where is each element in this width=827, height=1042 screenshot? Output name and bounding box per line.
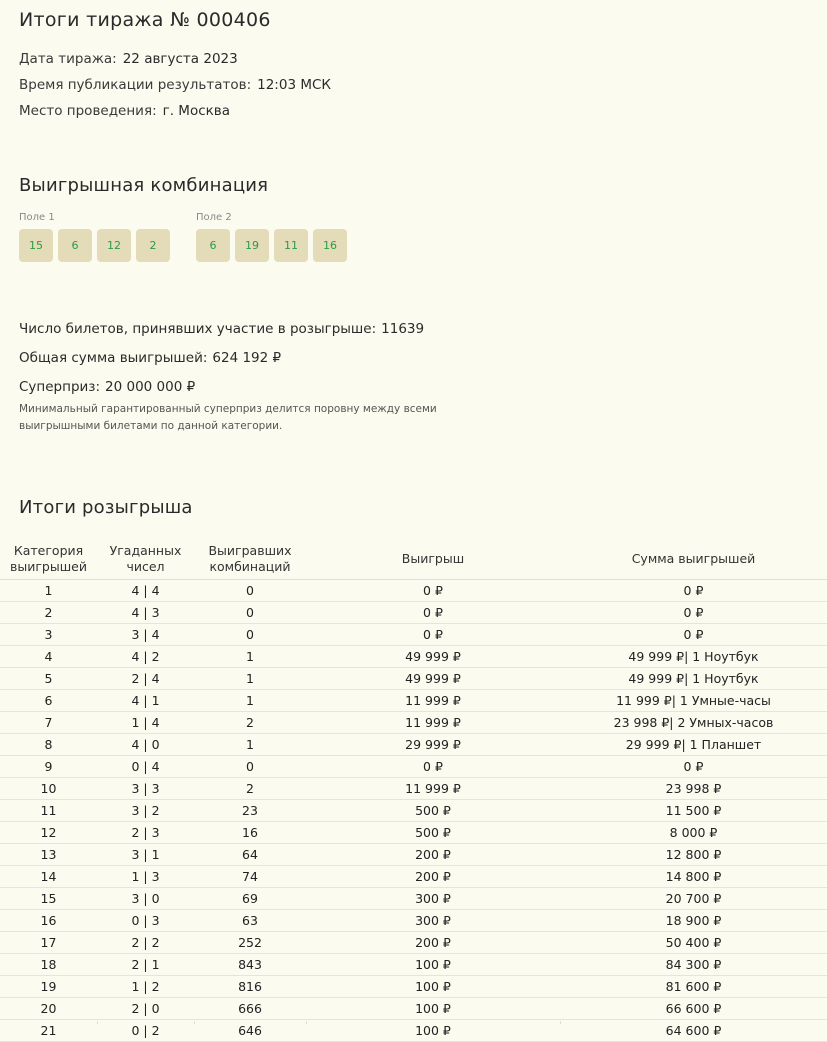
table-row	[0, 888, 827, 910]
table-cell: 11 999 ₽| 1 Умные-часы	[560, 690, 827, 712]
table-cell: 646	[194, 1020, 306, 1042]
column-header: Выигравших комбинаций	[194, 538, 306, 580]
table-cell: 4 | 0	[97, 734, 194, 756]
draw-date	[19, 51, 238, 67]
table-cell: 6	[0, 690, 97, 712]
table-cell: 0 ₽	[306, 756, 560, 778]
table-row	[0, 690, 827, 712]
table-cell: 2	[194, 712, 306, 734]
total-label: Общая сумма выигрышей:	[19, 350, 208, 366]
table-row	[0, 910, 827, 932]
field1-label: Поле 1	[19, 212, 55, 223]
table-cell: 23 998 ₽	[560, 778, 827, 800]
table-cell: 300 ₽	[306, 910, 560, 932]
table-cell: 1 | 2	[97, 976, 194, 998]
table-row	[0, 646, 827, 668]
table-row	[0, 712, 827, 734]
table-cell: 20	[0, 998, 97, 1020]
table-cell: 1	[0, 580, 97, 602]
tickets-stat	[19, 321, 424, 337]
table-cell: 50 400 ₽	[560, 932, 827, 954]
table-cell: 8 000 ₽	[560, 822, 827, 844]
table-cell: 69	[194, 888, 306, 910]
table-cell: 1	[194, 668, 306, 690]
table-cell: 14 800 ₽	[560, 866, 827, 888]
table-row	[0, 778, 827, 800]
table-cell: 15	[0, 888, 97, 910]
table-cell: 252	[194, 932, 306, 954]
table-cell: 500 ₽	[306, 822, 560, 844]
table-cell: 11 500 ₽	[560, 800, 827, 822]
tickets-value: 11639	[381, 321, 425, 337]
table-cell: 18	[0, 954, 97, 976]
table-cell: 0 ₽	[560, 624, 827, 646]
combination-heading: Выигрышная комбинация	[19, 175, 269, 196]
table-cell: 20 700 ₽	[560, 888, 827, 910]
table-row	[0, 624, 827, 646]
page-title: Итоги тиража № 000406	[19, 9, 271, 31]
table-cell: 843	[194, 954, 306, 976]
table-cell: 0	[194, 756, 306, 778]
table-cell: 200 ₽	[306, 844, 560, 866]
table-cell: 63	[194, 910, 306, 932]
table-cell: 0 | 4	[97, 756, 194, 778]
table-row	[0, 976, 827, 998]
superprize-note: Минимальный гарантированный суперприз делится поровну между всеми выигрышными билетами по данной категории.	[19, 403, 437, 432]
table-row	[0, 580, 827, 602]
number-ball: 12	[97, 229, 131, 262]
table-cell: 0 | 2	[97, 1020, 194, 1042]
number-ball: 6	[196, 229, 230, 262]
table-cell: 8	[0, 734, 97, 756]
results-table	[0, 538, 827, 1042]
draw-place-label: Место проведения:	[19, 103, 157, 119]
table-cell: 200 ₽	[306, 866, 560, 888]
table-cell: 0 ₽	[306, 624, 560, 646]
table-cell: 2 | 1	[97, 954, 194, 976]
table-row	[0, 932, 827, 954]
table-cell: 2 | 3	[97, 822, 194, 844]
number-ball: 6	[58, 229, 92, 262]
results-body	[0, 580, 827, 1042]
table-cell: 2	[194, 778, 306, 800]
table-cell: 11	[0, 800, 97, 822]
table-cell: 2 | 2	[97, 932, 194, 954]
table-row	[0, 954, 827, 976]
number-ball: 15	[19, 229, 53, 262]
table-row	[0, 800, 827, 822]
table-cell: 12 800 ₽	[560, 844, 827, 866]
table-cell: 5	[0, 668, 97, 690]
column-header: Сумма выигрышей	[560, 538, 827, 580]
number-ball: 2	[136, 229, 170, 262]
table-cell: 0	[194, 580, 306, 602]
column-header: Выигрыш	[306, 538, 560, 580]
table-cell: 23 998 ₽| 2 Умных-часов	[560, 712, 827, 734]
table-cell: 66 600 ₽	[560, 998, 827, 1020]
table-cell: 7	[0, 712, 97, 734]
table-cell: 4 | 2	[97, 646, 194, 668]
draw-place	[19, 103, 230, 119]
column-header: Категория выигрышей	[0, 538, 97, 580]
draw-place-value: г. Москва	[162, 103, 231, 119]
table-cell: 0 ₽	[560, 580, 827, 602]
table-cell: 9	[0, 756, 97, 778]
table-cell: 3 | 2	[97, 800, 194, 822]
publish-time	[19, 77, 331, 93]
table-cell: 16	[0, 910, 97, 932]
table-cell: 12	[0, 822, 97, 844]
table-cell: 0	[194, 624, 306, 646]
superprize-stat	[19, 379, 195, 395]
table-cell: 29 999 ₽	[306, 734, 560, 756]
field2-balls	[196, 229, 347, 262]
table-cell: 21	[0, 1020, 97, 1042]
table-cell: 11 999 ₽	[306, 690, 560, 712]
table-cell: 81 600 ₽	[560, 976, 827, 998]
table-cell: 0	[194, 602, 306, 624]
table-cell: 4 | 3	[97, 602, 194, 624]
table-row	[0, 668, 827, 690]
table-cell: 200 ₽	[306, 932, 560, 954]
number-ball: 11	[274, 229, 308, 262]
table-cell: 64 600 ₽	[560, 1020, 827, 1042]
table-cell: 11 999 ₽	[306, 712, 560, 734]
table-cell: 2	[0, 602, 97, 624]
table-cell: 0 ₽	[560, 756, 827, 778]
table-cell: 17	[0, 932, 97, 954]
table-cell: 4 | 4	[97, 580, 194, 602]
table-cell: 84 300 ₽	[560, 954, 827, 976]
table-cell: 49 999 ₽| 1 Ноутбук	[560, 646, 827, 668]
table-row	[0, 822, 827, 844]
table-cell: 2 | 0	[97, 998, 194, 1020]
table-cell: 816	[194, 976, 306, 998]
superprize-value: 20 000 000 ₽	[105, 379, 196, 395]
table-cell: 64	[194, 844, 306, 866]
table-cell: 666	[194, 998, 306, 1020]
table-row	[0, 866, 827, 888]
table-cell: 1	[194, 646, 306, 668]
table-row	[0, 602, 827, 624]
table-cell: 19	[0, 976, 97, 998]
results-header-row	[0, 538, 827, 580]
table-cell: 3 | 1	[97, 844, 194, 866]
table-cell: 23	[194, 800, 306, 822]
draw-date-label: Дата тиража:	[19, 51, 117, 67]
field2-label: Поле 2	[196, 212, 232, 223]
table-cell: 500 ₽	[306, 800, 560, 822]
table-cell: 3	[0, 624, 97, 646]
table-cell: 100 ₽	[306, 976, 560, 998]
table-row	[0, 844, 827, 866]
table-cell: 4	[0, 646, 97, 668]
table-cell: 29 999 ₽| 1 Планшет	[560, 734, 827, 756]
table-cell: 0 ₽	[306, 580, 560, 602]
results-heading: Итоги розыгрыша	[19, 497, 193, 518]
table-cell: 100 ₽	[306, 954, 560, 976]
table-cell: 1 | 4	[97, 712, 194, 734]
table-cell: 14	[0, 866, 97, 888]
publish-time-value: 12:03 МСК	[257, 77, 331, 93]
number-ball: 19	[235, 229, 269, 262]
number-ball: 16	[313, 229, 347, 262]
table-row	[0, 734, 827, 756]
table-cell: 13	[0, 844, 97, 866]
draw-date-value: 22 августа 2023	[122, 51, 238, 67]
tickets-label: Число билетов, принявших участие в розыгрыше:	[19, 321, 377, 337]
table-cell: 49 999 ₽| 1 Ноутбук	[560, 668, 827, 690]
publish-time-label: Время публикации результатов:	[19, 77, 252, 93]
table-cell: 3 | 4	[97, 624, 194, 646]
table-row	[0, 1020, 827, 1042]
table-cell: 1	[194, 690, 306, 712]
table-cell: 10	[0, 778, 97, 800]
table-row	[0, 998, 827, 1020]
table-cell: 49 999 ₽	[306, 668, 560, 690]
table-cell: 0 ₽	[560, 602, 827, 624]
table-cell: 3 | 0	[97, 888, 194, 910]
table-cell: 100 ₽	[306, 1020, 560, 1042]
table-cell: 300 ₽	[306, 888, 560, 910]
table-cell: 1	[194, 734, 306, 756]
table-cell: 0 | 3	[97, 910, 194, 932]
table-cell: 16	[194, 822, 306, 844]
table-cell: 3 | 3	[97, 778, 194, 800]
total-value: 624 192 ₽	[212, 350, 282, 366]
table-cell: 49 999 ₽	[306, 646, 560, 668]
table-cell: 2 | 4	[97, 668, 194, 690]
table-cell: 11 999 ₽	[306, 778, 560, 800]
table-row	[0, 756, 827, 778]
superprize-label: Суперприз:	[19, 379, 101, 395]
table-cell: 0 ₽	[306, 602, 560, 624]
field1-balls	[19, 229, 170, 262]
total-stat	[19, 350, 281, 366]
table-cell: 1 | 3	[97, 866, 194, 888]
column-header: Угаданных чисел	[97, 538, 194, 580]
table-cell: 74	[194, 866, 306, 888]
table-cell: 18 900 ₽	[560, 910, 827, 932]
table-cell: 4 | 1	[97, 690, 194, 712]
table-cell: 100 ₽	[306, 998, 560, 1020]
